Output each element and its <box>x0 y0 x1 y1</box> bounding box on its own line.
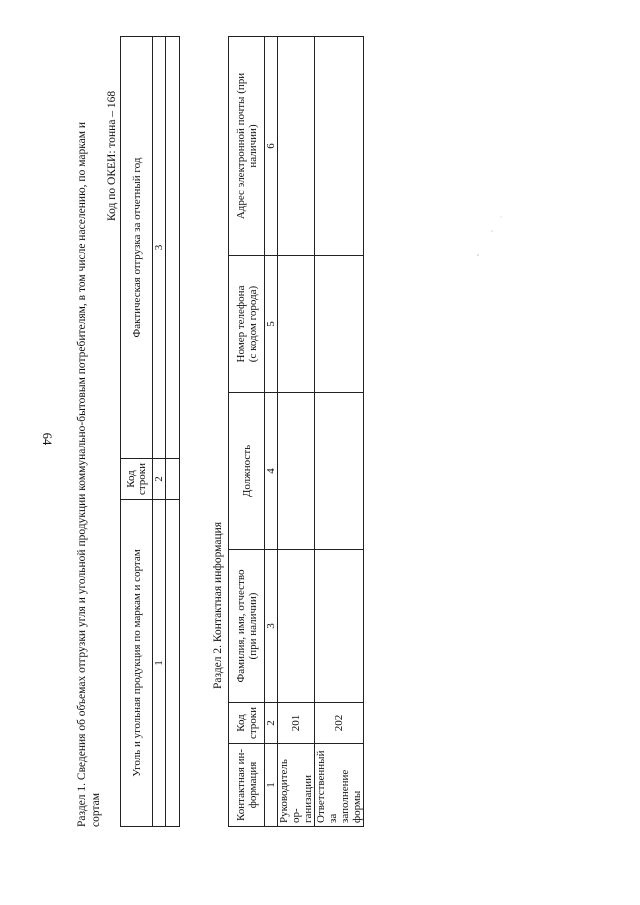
section2-table <box>228 36 364 827</box>
scan-specks <box>470 205 510 265</box>
cell-empty <box>315 550 364 703</box>
row-code: 201 <box>278 703 315 744</box>
col-number-5: 5 <box>265 256 278 393</box>
col-number-1: 1 <box>265 744 278 827</box>
col-number-2: 2 <box>265 703 278 744</box>
cell-empty <box>278 550 315 703</box>
cell-empty <box>278 256 315 393</box>
header-coal-products: Уголь и угольная продукция по маркам и сортам <box>121 500 153 827</box>
header-row-code: Код строки <box>121 459 153 500</box>
section1-title-continued: сортам <box>90 792 102 827</box>
table-row <box>315 37 364 827</box>
header-row-code: Код строки <box>229 703 265 744</box>
section2-number-row <box>265 37 278 827</box>
cell-empty <box>315 256 364 393</box>
section2-header-row <box>229 37 265 827</box>
section1-number-row <box>153 37 166 827</box>
cell-empty <box>166 37 180 459</box>
section1-header-row <box>121 37 153 827</box>
col-number-2: 2 <box>153 459 166 500</box>
cell-empty <box>278 37 315 256</box>
cell-empty <box>166 500 180 827</box>
row-code: 202 <box>315 703 364 744</box>
col-number-4: 4 <box>265 393 278 550</box>
section2-title: Раздел 2. Контактная информация <box>212 521 224 689</box>
section1-table <box>120 36 180 827</box>
row-label-head: Руководитель ор- ганизации <box>278 744 315 827</box>
header-actual-shipment: Фактическая отгрузка за отчетный год <box>121 37 153 459</box>
col-number-3: 3 <box>153 37 166 459</box>
col-number-6: 6 <box>265 37 278 256</box>
section1-title: Раздел 1. Сведения об объемах отгрузки угля и угольной продукции коммунально-бытовым потребителям, в том числе населению, по маркам и <box>76 121 88 827</box>
col-number-3: 3 <box>265 550 278 703</box>
section1-data-row <box>166 37 180 827</box>
cell-empty <box>278 393 315 550</box>
header-full-name: Фамилия, имя, отчество (при наличии) <box>229 550 265 703</box>
cell-empty <box>315 393 364 550</box>
header-position: Должность <box>229 393 265 550</box>
page-number: 64 <box>40 432 54 446</box>
cell-empty <box>315 37 364 256</box>
okei-code: Код по ОКЕИ: тонна – 168 <box>106 90 118 221</box>
header-contact-info: Контактная ин- формация <box>229 744 265 827</box>
row-label-responsible: Ответственный за заполнение формы <box>315 744 364 827</box>
col-number-1: 1 <box>153 500 166 827</box>
table-row <box>278 37 315 827</box>
header-phone: Номер телефона (с кодом города) <box>229 256 265 393</box>
cell-empty <box>166 459 180 500</box>
header-email: Адрес электронной почты (при наличии) <box>229 37 265 256</box>
